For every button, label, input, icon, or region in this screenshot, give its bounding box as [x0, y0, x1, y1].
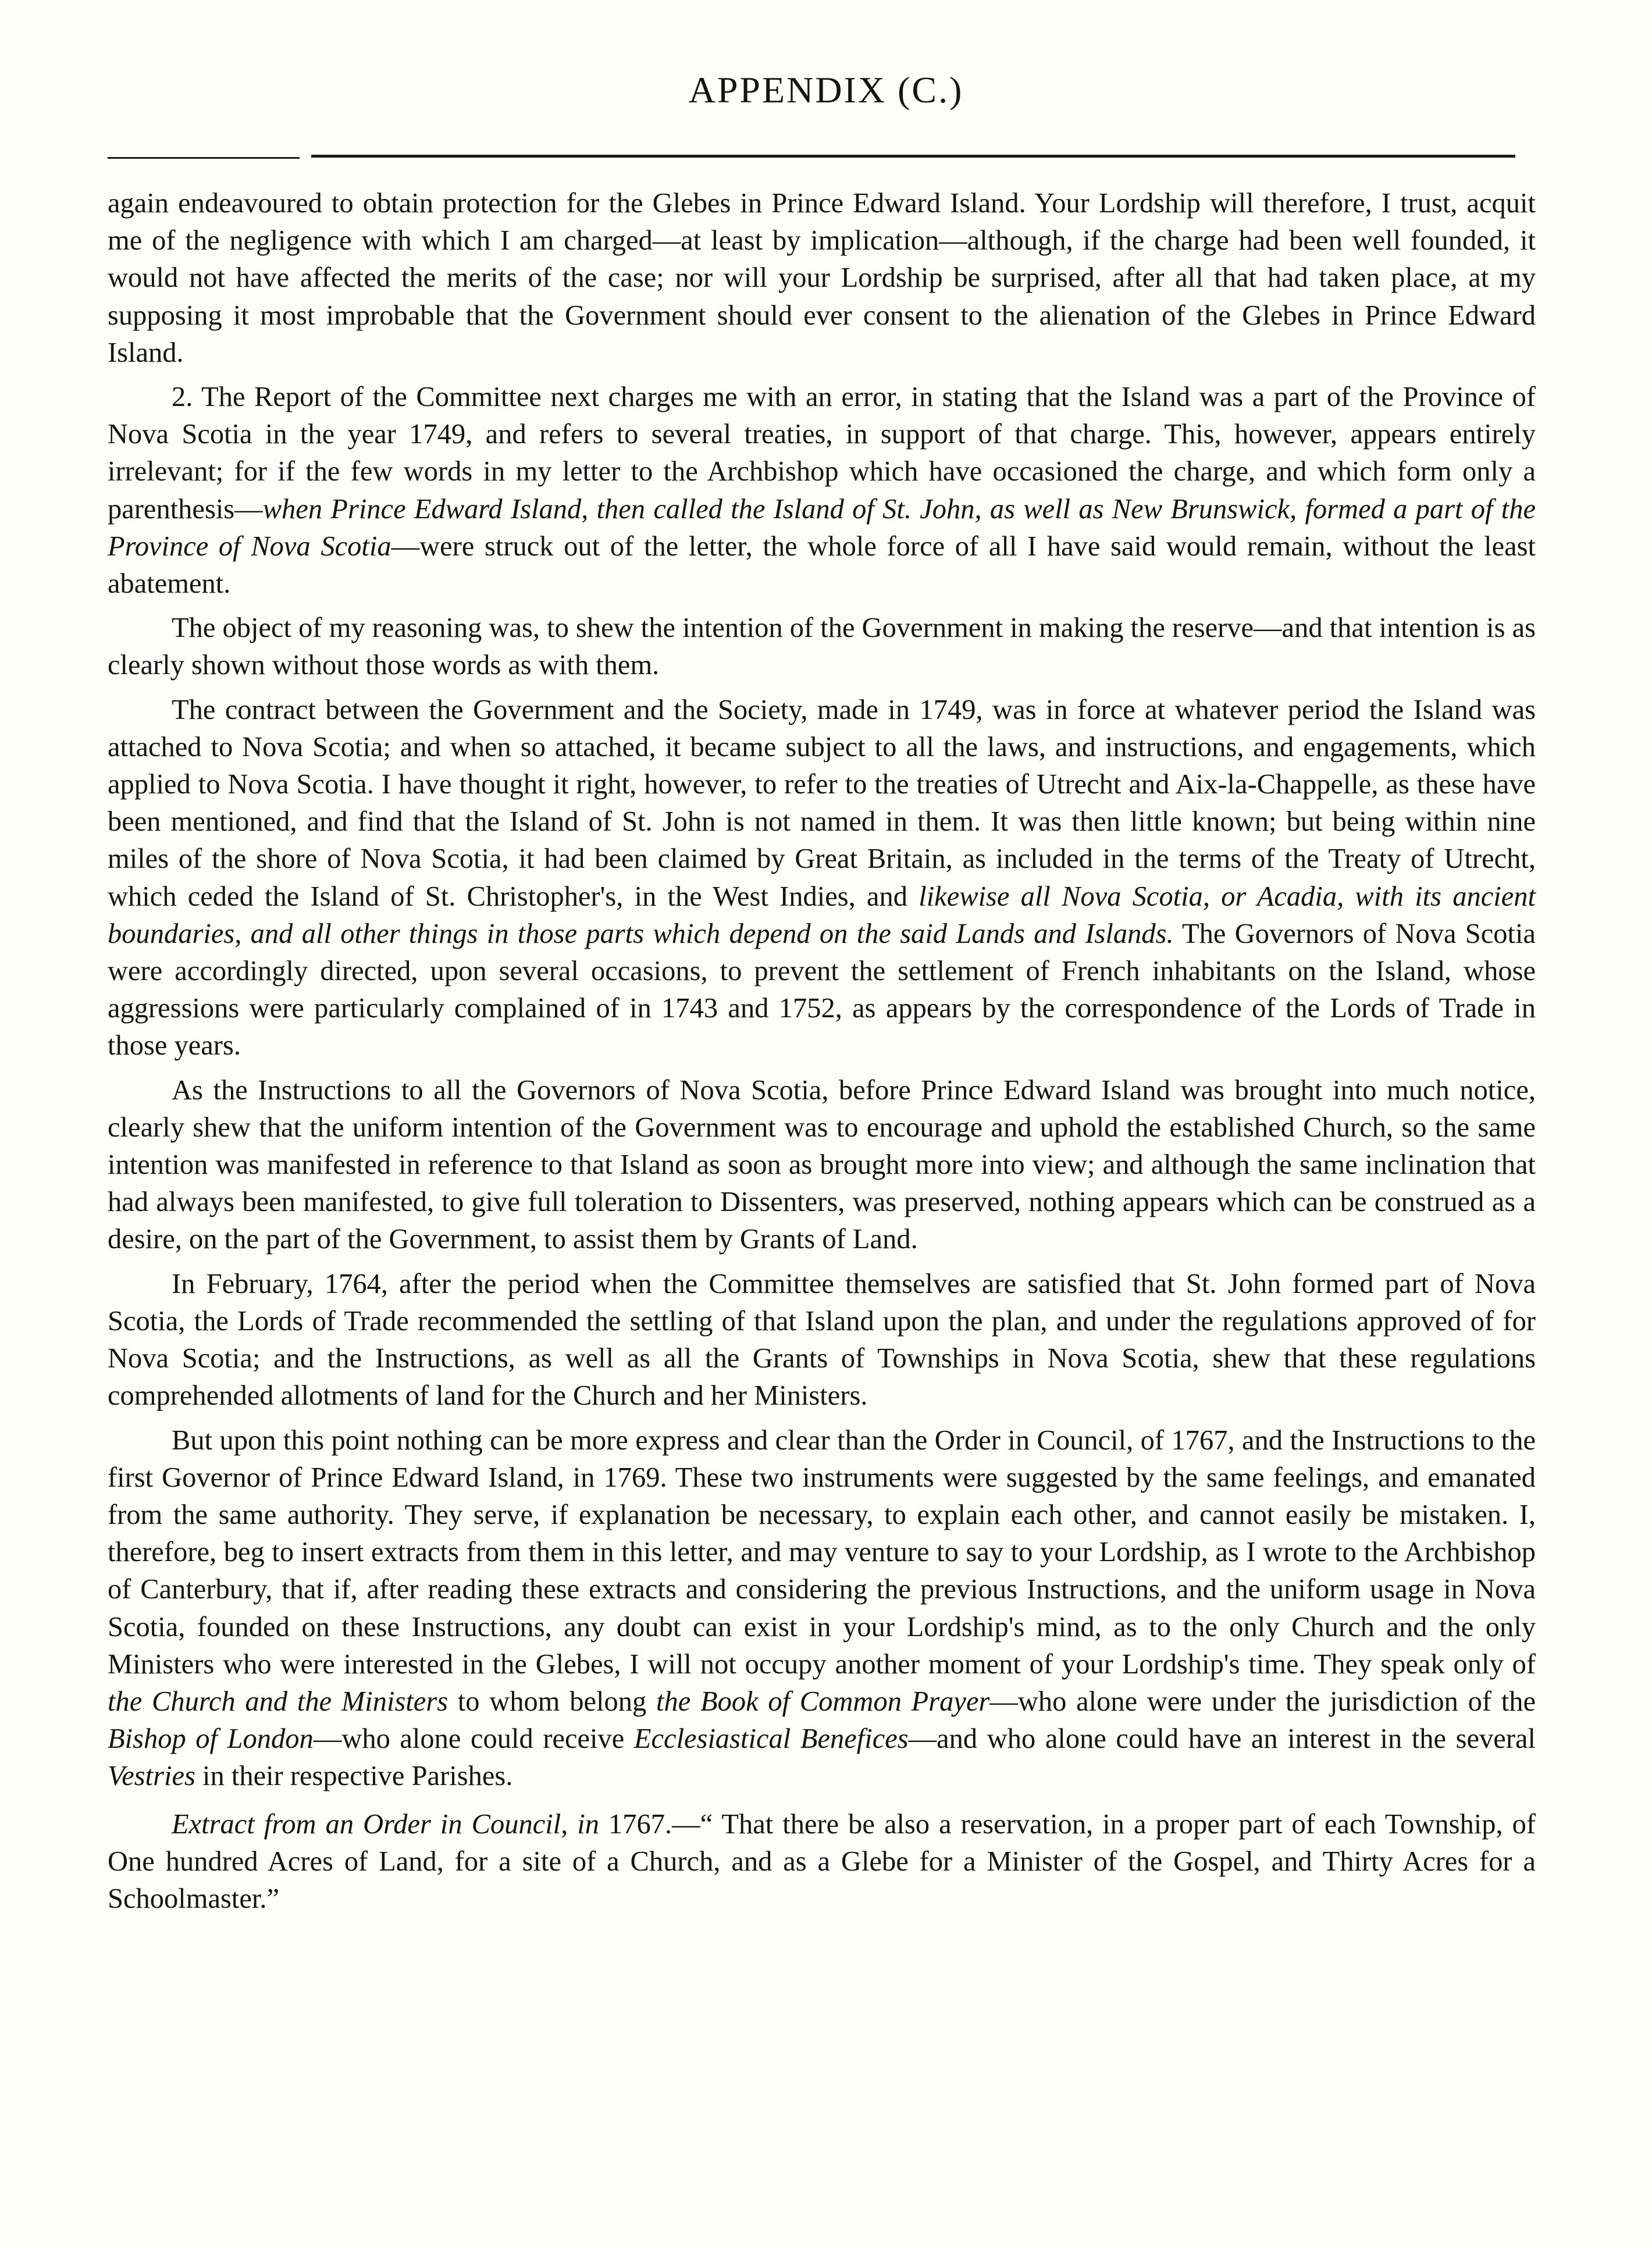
italic-text: Vestries [108, 1761, 195, 1792]
text-run: —and who alone could have an interest in the several [908, 1723, 1536, 1755]
page-title: APPENDIX (C.) [688, 69, 964, 111]
body-paragraph [108, 1266, 1536, 1415]
text-run: The Governors of Nova Scotia were accordingly directed, upon several occasions, to prevent the settlement of French inhabitants on the Island, whose aggressions were particularly complained of in 1743 and 1752, as appears by the correspondence of the Lords of Trade in those years. [108, 918, 1536, 1061]
text-run: to whom belong [448, 1686, 656, 1717]
text-run: in their respective Parishes. [195, 1761, 513, 1792]
text-run: —who alone could receive [313, 1723, 634, 1755]
italic-text: Extract from an Order in Council, in [172, 1808, 600, 1840]
text-run: —were struck out of the letter, the whole force of all I have said would remain, without the least abatement. [108, 530, 1536, 600]
body-paragraph [108, 1072, 1536, 1259]
text-run: The object of my reasoning was, to shew the intention of the Government in making the reserve—and that intention is as clearly shown without those words as with them. [108, 612, 1536, 681]
body-paragraph [108, 610, 1536, 684]
italic-text: Ecclesiastical Benefices [633, 1723, 909, 1755]
body-paragraph [108, 692, 1536, 1065]
body-paragraph [108, 379, 1536, 603]
text-run: again endeavoured to obtain protection for the Glebes in Prince Edward Island. Your Lordship will therefore, I trust, acquit me of the negligence with which I am charged—at least by implication—although, if the charge had been well founded, it would not have affected the merits of the case; nor will your Lordship be surprised, after all that had taken place, at my supposing it most improbable that the Government should ever consent to the alienation of the Glebes in Prince Edward Island. [108, 188, 1536, 368]
body-paragraph [108, 185, 1536, 372]
text-run: But upon this point nothing can be more express and clear than the Order in Council, of 1767, and the Instructions to the first Governor of Prince Edward Island, in 1769. These two instruments were suggested by the same feelings, and emanated from the same authority. They serve, if explanation be necessary, to explain each other, and cannot easily be mistaken. I, therefore, beg to insert extracts from them in this letter, and may venture to say to your Lordship, as I wrote to the Archbishop of Canterbury, that if, after reading these extracts and considering the previous Instructions, and the uniform usage in Nova Scotia, founded on these Instructions, any doubt can exist in your Lordship's mind, as to the only Church and the only Ministers who were interested in the Glebes, I will not occupy another moment of your Lordship's time. They speak only of [108, 1424, 1536, 1680]
italic-text: the Book of Common Prayer [656, 1686, 990, 1717]
text-run: In February, 1764, after the period when the Committee themselves are satisfied that St. John formed part of Nova Scotia, the Lords of Trade recommended the settling of that Island upon the plan, and under the regulations approved of for Nova Scotia; and the Instructions, as well as all the Grants of Townships in Nova Scotia, shew that these regulations comprehended allotments of land for the Church and her Ministers. [108, 1268, 1536, 1412]
text-run: 1767.—“ That there be also a reservation, in a proper part of each Township, of One hundred Acres of Land, for a site of a Church, and as a Glebe for a Minister of the Gospel, and Thirty Acres for a Schoolmaster.” [108, 1808, 1536, 1914]
header-rule-short [108, 157, 300, 159]
italic-text: Bishop of London [108, 1723, 314, 1755]
italic-text: when Prince Edward Island, then called the Island of St. John, as well as New Brunswick, formed a part of the Province of Nova Scotia [108, 493, 1536, 562]
text-run: —who alone were under the jurisdiction of the [989, 1686, 1536, 1717]
text-run: 2. The Report of the Committee next charges me with an error, in stating that the Island was a part of the Province of Nova Scotia in the year 1749, and refers to several treaties, in support of that charge. This, however, appears entirely irrelevant; for if the few words in my letter to the Archbishop which have occasioned the charge, and which form only a parenthesis— [108, 382, 1536, 525]
italic-text: the Church and the Ministers [108, 1686, 448, 1717]
text-run: The contract between the Government and the Society, made in 1749, was in force at whatever period the Island was attached to Nova Scotia; and when so attached, it became subject to all the laws, and instructions, and engagements, which applied to Nova Scotia. I have thought it right, however, to refer to the treaties of Utrecht and Aix-la-Chappelle, as these have been mentioned, and find that the Island of St. John is not named in them. It was then little known; but being within nine miles of the shore of Nova Scotia, it had been claimed by Great Britain, as included in the terms of the Treaty of Utrecht, which ceded the Island of St. Christopher's, in the West Indies, and [108, 694, 1536, 912]
italic-text: likewise all Nova Scotia, or Acadia, with its ancient boundaries, and all other things in those parts which depend on the said Lands and Islands. [108, 881, 1536, 949]
text-run: As the Instructions to all the Governors of Nova Scotia, before Prince Edward Island was brought into much notice, clearly shew that the uniform intention of the Government was to encourage and uphold the established Church, so the same intention was manifested in reference to that Island as soon as brought more into view; and although the same inclination that had always been manifested, to give full toleration to Dissenters, was preserved, nothing appears which can be construed as a desire, on the part of the Government, to assist them by Grants of Land. [108, 1074, 1536, 1255]
header-rule-long [311, 155, 1515, 158]
body-paragraph [108, 1422, 1536, 1795]
order-in-council-extract [108, 1806, 1536, 1918]
document-body [108, 185, 1536, 1925]
